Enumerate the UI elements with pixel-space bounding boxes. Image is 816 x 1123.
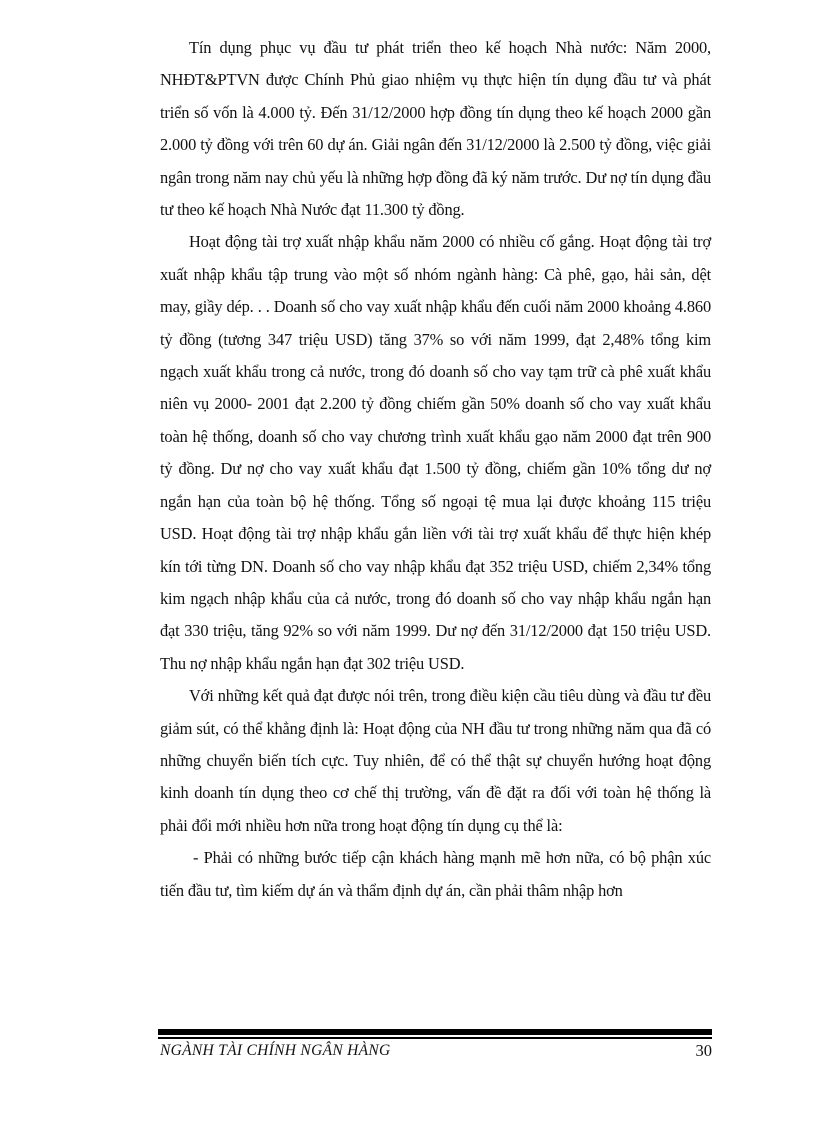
page-number: 30 (695, 1041, 712, 1060)
footer-rule-thin (158, 1037, 712, 1039)
footer-rule-thick (158, 1029, 712, 1035)
paragraph-conclusion: Với những kết quả đạt được nói trên, trong điều kiện cầu tiêu dùng và đầu tư đều giảm sút, có thể khẳng định là: Hoạt động của NH đầu tư trong những năm qua đã có những chuyển biến tích cực. Tuy nhiên, để có thể thật sự chuyển hướng hoạt động kinh doanh tín dụng theo cơ chế thị trường, vấn đề đặt ra đối với toàn hệ thống là phải đổi mới nhiều hơn nữa trong hoạt động tín dụng cụ thể là: (160, 686, 711, 835)
document-body (160, 32, 711, 907)
paragraph-investment-credit: Tín dụng phục vụ đầu tư phát triển theo kế hoạch Nhà nước: Năm 2000, NHĐT&PTVN được Chính Phủ giao nhiệm vụ thực hiện tín dụng đầu tư và phát triển số vốn là 4.000 tỷ. Đến 31/12/2000 hợp đồng tín dụng theo kế hoạch 2000 gần 2.000 tỷ đồng với trên 60 dự án. Giải ngân đến 31/12/2000 là 2.500 tỷ đồng, việc giải ngân trong năm nay chủ yếu là những hợp đồng đã ký năm trước. Dư nợ tín dụng đầu tư theo kế hoạch Nhà Nước đạt 11.300 tỷ đồng. (160, 38, 711, 220)
paragraph-import-export-financing: Hoạt động tài trợ xuất nhập khẩu năm 2000 có nhiều cố gắng. Hoạt động tài trợ xuất nhập khẩu tập trung vào một số nhóm ngành hàng: Cà phê, gạo, hải sản, dệt may, giầy dép. . . Doanh số cho vay xuất nhập khẩu đến cuối năm 2000 khoảng 4.860 tỷ đồng (tương 347 triệu USD) tăng 37% so với năm 1999, đạt 2,48% tổng kim ngạch xuất khẩu trong cả nước, trong đó doanh số cho vay tạm trữ cà phê xuất khẩu niên vụ 2000- 2001 đạt 2.200 tỷ đồng chiếm gần 50% doanh số cho vay xuất khẩu toàn hệ thống, doanh số cho vay chương trình xuất khẩu gạo năm 2000 đạt trên 900 tỷ đồng. Dư nợ cho vay xuất khẩu đạt 1.500 tỷ đồng, chiếm gần 10% tổng dư nợ ngắn hạn của toàn bộ hệ thống. Tổng số ngoại tệ mua lại được khoảng 115 triệu USD. Hoạt động tài trợ nhập khẩu gắn liền với tài trợ xuất khẩu để thực hiện khép kín tới từng DN. Doanh số cho vay nhập khẩu đạt 352 triệu USD, chiếm 2,34% tổng kim ngạch nhập khẩu của cả nước, trong đó doanh số cho vay nhập khẩu ngắn hạn đạt 330 triệu, tăng 92% so với năm 1999. Dư nợ đến 31/12/2000 đạt 150 triệu USD. Thu nợ nhập khẩu ngắn hạn đạt 302 triệu USD. (160, 232, 711, 673)
footer-section-title: NGÀNH TÀI CHÍNH NGÂN HÀNG (160, 1042, 391, 1059)
paragraph-bullet-customer-approach: - Phải có những bước tiếp cận khách hàng mạnh mẽ hơn nữa, có bộ phận xúc tiến đầu tư, tìm kiếm dự án và thẩm định dự án, cần phải thâm nhập hơn (160, 848, 711, 900)
